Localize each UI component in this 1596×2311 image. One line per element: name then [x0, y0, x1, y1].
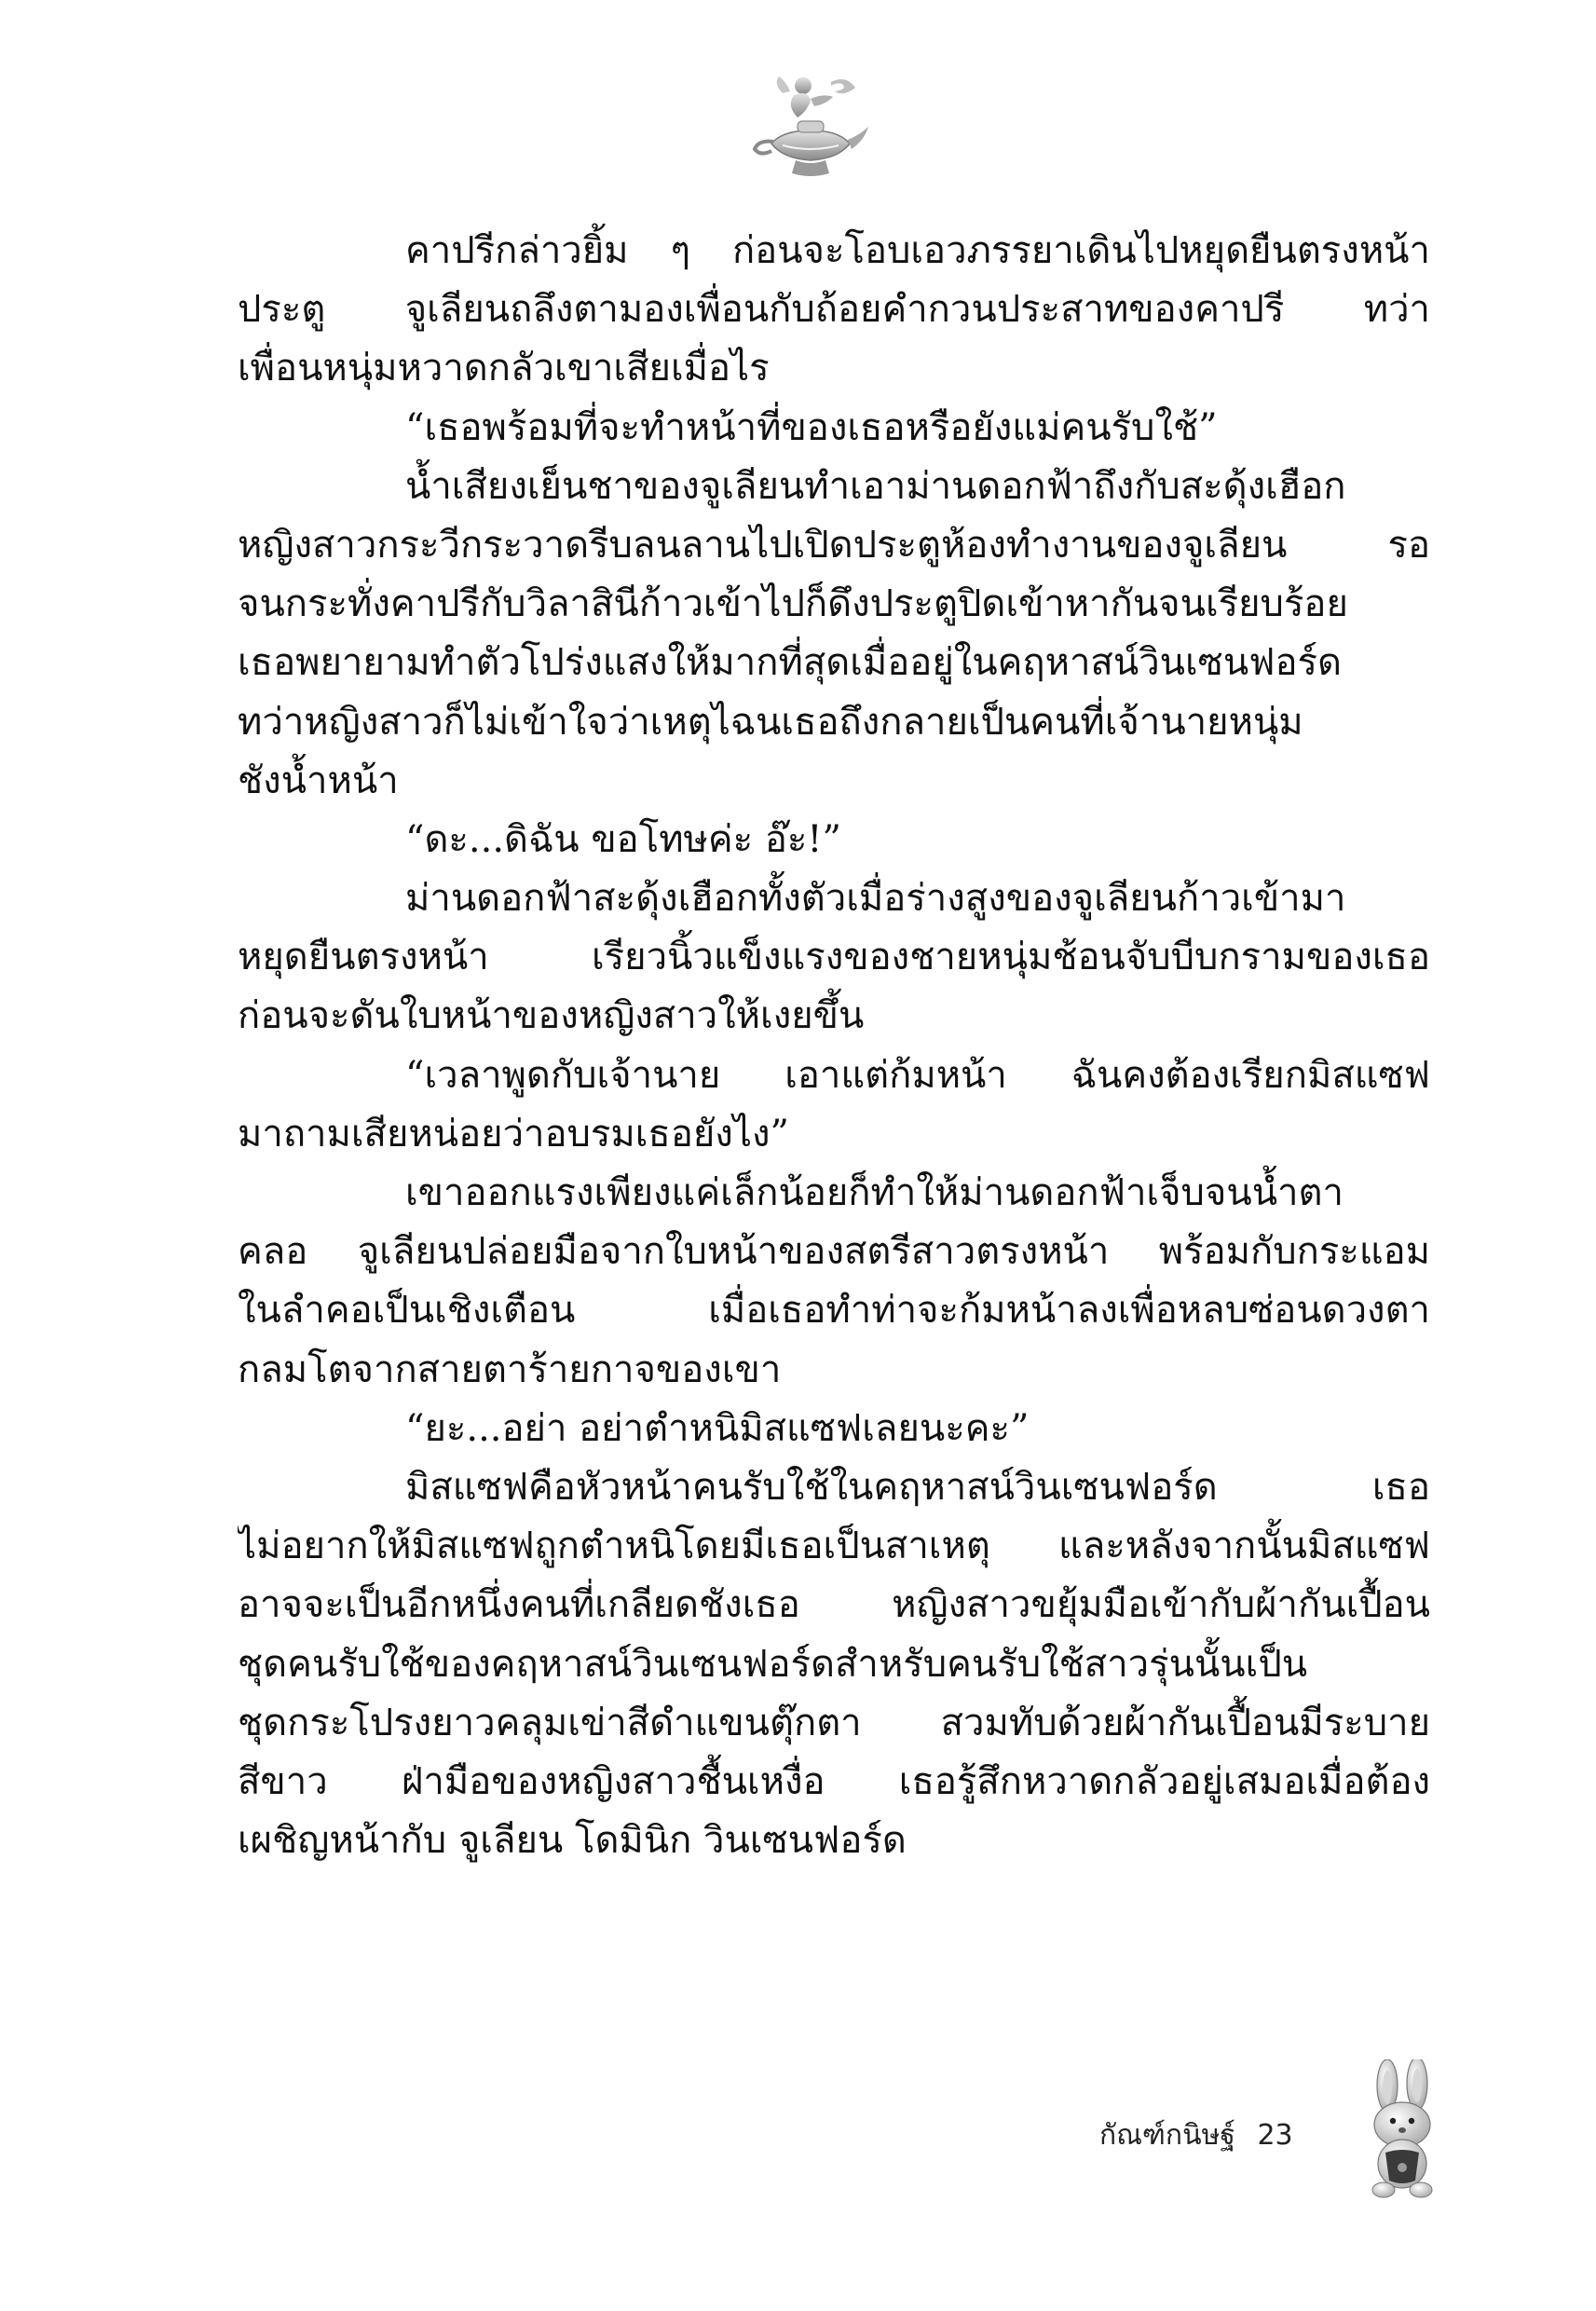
genie-lamp-ornament-icon	[745, 65, 876, 196]
text-line: หยุดยืนตรงหน้า เรียวนิ้วแข็งแรงของชายหนุ่มช้อนจับบีบกรามของเธอ	[238, 936, 1430, 979]
text-line: ก่อนจะดันใบหน้าของหญิงสาวให้เงยขึ้น	[238, 994, 865, 1038]
text-line: เพื่อนหนุ่มหวาดกลัวเขาเสียเมื่อไร	[238, 347, 770, 390]
text-line: ในลำคอเป็นเชิงเตือน เมื่อเธอทำท่าจะก้มหน้าลงเพื่อหลบซ่อนดวงตา	[238, 1289, 1430, 1333]
text-line: มาถามเสียหน่อยว่าอบรมเธอยังไง”	[238, 1112, 789, 1156]
text-line: น้ำเสียงเย็นชาของจูเลียนทำเอาม่านดอกฟ้าถึงกับสะดุ้งเฮือก	[405, 464, 1346, 508]
text-line: คลอ จูเลียนปล่อยมือจากใบหน้าของสตรีสาวตรงหน้า พร้อมกับกระแอม	[238, 1230, 1430, 1274]
text-line: ชุดกระโปรงยาวคลุมเข่าสีดำแขนตุ๊กตา สวมทับด้วยผ้ากันเปื้อนมีระบาย	[238, 1701, 1430, 1744]
page-number: 23	[1257, 2119, 1293, 2152]
text-line: “เธอพร้อมที่จะทำหน้าที่ของเธอหรือยังแม่คนรับใช้”	[405, 405, 1218, 449]
text-line: ม่านดอกฟ้าสะดุ้งเฮือกทั้งตัวเมื่อร่างสูงของจูเลียนก้าวเข้ามา	[405, 877, 1346, 921]
text-line: หญิงสาวกระวีกระวาดรีบลนลานไปเปิดประตูห้องทำงานของจูเลียน รอ	[238, 523, 1430, 567]
text-line: กลมโตจากสายตาร้ายกาจของเขา	[238, 1347, 782, 1391]
text-line: “เวลาพูดกับเจ้านาย เอาแต่ก้มหน้า ฉันคงต้องเรียกมิสแซฟ	[405, 1053, 1430, 1097]
text-line: “ดะ...ดิฉัน ขอโทษค่ะ อ๊ะ!”	[405, 817, 841, 861]
text-line: เธอพยายามทำตัวโปร่งแสงให้มากที่สุดเมื่ออยู่ในคฤหาสน์วินเซนฟอร์ด	[238, 641, 1342, 685]
text-line: ไม่อยากให้มิสแซฟถูกตำหนิโดยมีเธอเป็นสาเหตุ และหลังจากนั้นมิสแซฟ	[238, 1525, 1430, 1568]
text-line: “ยะ...อย่า อย่าตำหนิมิสแซฟเลยนะคะ”	[405, 1406, 1030, 1450]
text-line: จนกระทั่งคาปรีกับวิลาสินีก้าวเข้าไปก็ดึงประตูปิดเข้าหากันจนเรียบร้อย	[238, 582, 1348, 626]
text-line: อาจจะเป็นอีกหนึ่งคนที่เกลียดชังเธอ หญิงสาวขยุ้มมือเข้ากับผ้ากันเปื้อน	[238, 1583, 1430, 1627]
page-footer	[1099, 2113, 1379, 2151]
footer-book-name: กัณฑ์กนิษฐ์	[1099, 2119, 1235, 2152]
text-line: มิสแซฟคือหัวหน้าคนรับใช้ในคฤหาสน์วินเซนฟอร์ด เธอ	[405, 1465, 1430, 1509]
text-line: เขาออกแรงเพียงแค่เล็กน้อยก็ทำให้ม่านดอกฟ้าเจ็บจนน้ำตา	[405, 1171, 1344, 1214]
text-line: ทว่าหญิงสาวก็ไม่เข้าใจว่าเหตุไฉนเธอถึงกลายเป็นคนที่เจ้านายหนุ่ม	[238, 700, 1303, 744]
text-line: เผชิญหน้ากับ จูเลียน โดมินิก วินเซนฟอร์ด	[238, 1819, 907, 1863]
text-line: คาปรีกล่าวยิ้ม ๆ ก่อนจะโอบเอวภรรยาเดินไปหยุดยืนตรงหน้า	[405, 229, 1430, 272]
body-text	[238, 222, 1430, 1870]
rabbit-mascot-icon	[1356, 2059, 1453, 2199]
text-line: ชังน้ำหน้า	[238, 759, 399, 802]
text-line: ประตู จูเลียนถลึงตามองเพื่อนกับถ้อยคำกวนประสาทของคาปรี ทว่า	[238, 288, 1430, 332]
text-line: สีขาว ฝ่ามือของหญิงสาวชื้นเหงื่อ เธอรู้สึกหวาดกลัวอยู่เสมอเมื่อต้อง	[238, 1759, 1430, 1803]
text-line: ชุดคนรับใช้ของคฤหาสน์วินเซนฟอร์ดสำหรับคนรับใช้สาวรุ่นนั้นเป็น	[238, 1642, 1308, 1686]
